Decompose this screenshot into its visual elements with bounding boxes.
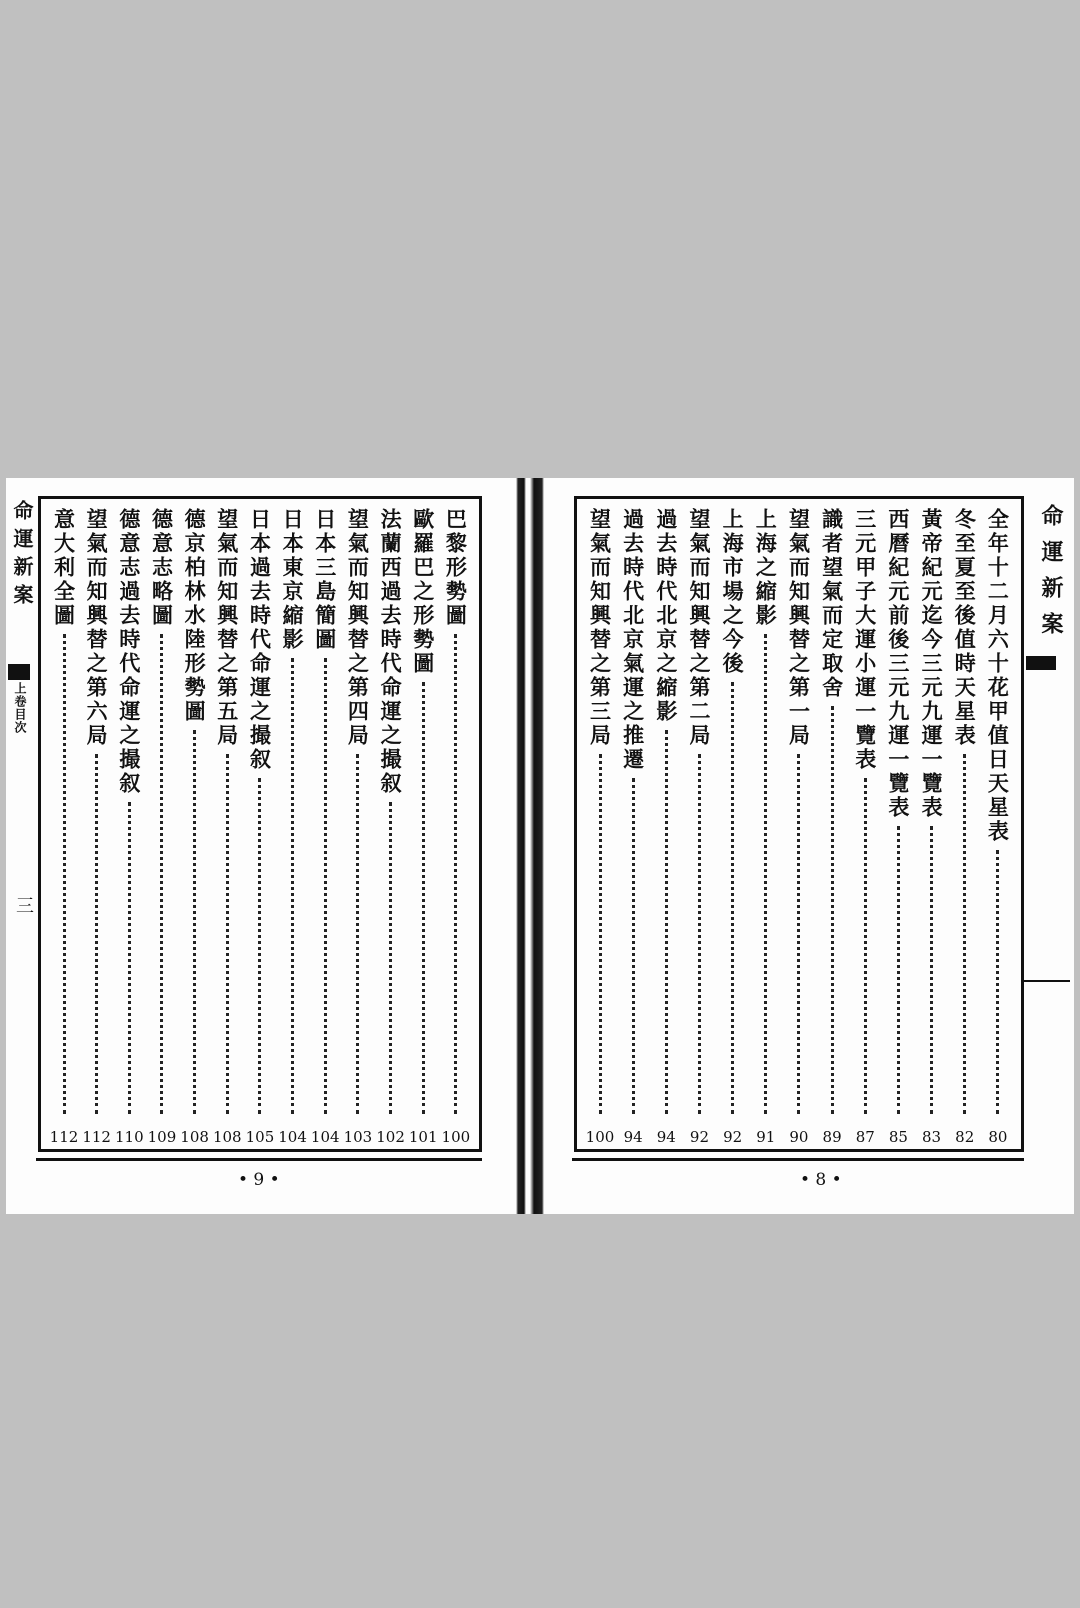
toc-entry[interactable]	[309, 508, 341, 1148]
dot-leader	[160, 634, 163, 1114]
page-number: • 9 •	[238, 1170, 280, 1190]
dot-leader	[291, 658, 294, 1114]
toc-entry-page: 105	[245, 1128, 275, 1146]
toc-entry-title: 日本東京縮影	[280, 508, 306, 652]
dot-leader	[665, 730, 668, 1114]
toc-entry-title: 巴黎形勢圖	[443, 508, 469, 628]
toc-entry[interactable]	[949, 508, 981, 1148]
page-number: • 8 •	[800, 1170, 842, 1190]
toc-entry-title: 望氣而知興替之第六局	[84, 508, 110, 748]
toc-entry-page: 112	[82, 1128, 111, 1146]
dot-leader	[599, 754, 602, 1114]
toc-entry-title: 過去時代北京之縮影	[653, 508, 679, 724]
toc-entry-title: 日本三島簡圖	[312, 508, 338, 652]
toc-entry[interactable]	[211, 508, 243, 1148]
toc-entry[interactable]	[584, 508, 616, 1148]
dot-leader	[963, 754, 966, 1114]
toc-entry-title: 西曆紀元前後三元九運一覽表	[885, 508, 911, 820]
toc-entry[interactable]	[750, 508, 782, 1148]
dot-leader	[226, 754, 229, 1114]
toc-entry-title: 德意志過去時代命運之撮叙	[116, 508, 142, 796]
book-gutter	[510, 478, 546, 1214]
dot-leader	[632, 778, 635, 1114]
toc-entry-page: 89	[822, 1128, 842, 1146]
toc-entry-page: 92	[689, 1128, 710, 1146]
toc-entry-page: 104	[278, 1128, 307, 1146]
toc-entry[interactable]	[48, 508, 80, 1148]
toc-entry[interactable]	[916, 508, 948, 1148]
dot-leader	[422, 682, 425, 1114]
toc-entry-title: 過去時代北京氣運之推遷	[620, 508, 646, 772]
toc-entry[interactable]	[113, 508, 145, 1148]
left-toc-columns	[40, 498, 480, 1150]
toc-entry[interactable]	[342, 508, 374, 1148]
dot-leader	[864, 778, 867, 1114]
dot-leader	[764, 634, 767, 1114]
toc-entry[interactable]	[146, 508, 178, 1148]
toc-entry-title: 望氣而知興替之第四局	[345, 508, 371, 748]
toc-entry-page: 87	[855, 1128, 875, 1146]
toc-entry-page: 82	[955, 1128, 975, 1146]
toc-entry-title: 望氣而知興替之第五局	[214, 508, 240, 748]
toc-entry-title: 德意志略圖	[149, 508, 175, 628]
running-title: 命運新案	[10, 500, 34, 612]
toc-entry-page: 80	[988, 1128, 1008, 1146]
toc-entry-page: 83	[922, 1128, 942, 1146]
dot-leader	[698, 754, 701, 1114]
toc-entry-title: 黃帝紀元迄今三元九運一覽表	[919, 508, 945, 820]
toc-entry-title: 意大利全圖	[51, 508, 77, 628]
dot-leader	[95, 754, 98, 1114]
toc-entry-page: 91	[756, 1128, 776, 1146]
toc-entry-page: 101	[408, 1128, 438, 1146]
right-toc-frame	[574, 496, 1024, 1152]
left-page	[6, 478, 512, 1214]
toc-entry-page: 102	[376, 1128, 405, 1146]
toc-entry-page: 94	[623, 1128, 643, 1146]
dot-leader	[389, 802, 392, 1114]
left-toc-frame	[38, 496, 482, 1152]
bottom-rule	[572, 1158, 1024, 1161]
toc-entry[interactable]	[244, 508, 276, 1148]
toc-entry-title: 識者望氣而定取舍	[819, 508, 845, 700]
dot-leader	[996, 850, 999, 1114]
toc-entry[interactable]	[179, 508, 211, 1148]
dot-leader	[731, 682, 734, 1114]
toc-entry-title: 法蘭西過去時代命運之撮叙	[378, 508, 404, 796]
toc-entry-page: 92	[723, 1128, 743, 1146]
toc-entry[interactable]	[650, 508, 682, 1148]
toc-entry[interactable]	[882, 508, 914, 1148]
toc-entry-page: 108	[180, 1128, 209, 1146]
dot-leader	[356, 754, 359, 1114]
dot-leader	[930, 826, 933, 1114]
toc-entry[interactable]	[407, 508, 439, 1148]
toc-entry[interactable]	[617, 508, 649, 1148]
toc-entry-page: 85	[888, 1128, 908, 1146]
right-margin-band	[1026, 496, 1072, 1148]
toc-entry-title: 望氣而知興替之第一局	[786, 508, 812, 748]
left-margin-band	[8, 496, 34, 1148]
toc-entry-title: 上海之縮影	[753, 508, 779, 628]
toc-entry-title: 望氣而知興替之第二局	[686, 508, 712, 748]
toc-entry-page: 100	[441, 1128, 471, 1146]
toc-entry-page: 94	[656, 1128, 676, 1146]
toc-entry[interactable]	[849, 508, 881, 1148]
toc-entry-page: 104	[310, 1128, 340, 1146]
bottom-rule	[36, 1158, 482, 1161]
sheet-number: 三	[13, 896, 34, 914]
running-title: 命運新案	[1038, 504, 1064, 648]
dot-leader	[258, 778, 261, 1114]
section-label: 上卷目次	[13, 682, 27, 734]
dot-leader	[128, 802, 131, 1114]
toc-entry-page: 108	[212, 1128, 242, 1146]
dot-leader	[831, 706, 834, 1114]
dot-leader	[897, 826, 900, 1114]
margin-tick	[1022, 980, 1070, 982]
toc-entry-title: 全年十二月六十花甲值日天星表	[985, 508, 1011, 844]
toc-entry[interactable]	[783, 508, 815, 1148]
toc-entry[interactable]	[982, 508, 1014, 1148]
book-spread	[6, 478, 1074, 1214]
margin-block	[8, 664, 30, 680]
toc-entry[interactable]	[717, 508, 749, 1148]
dot-leader	[797, 754, 800, 1114]
toc-entry-title: 三元甲子大運小運一覽表	[852, 508, 878, 772]
toc-entry-title: 德京柏林水陸形勢圖	[182, 508, 208, 724]
toc-entry[interactable]	[440, 508, 472, 1148]
toc-entry[interactable]	[81, 508, 113, 1148]
toc-entry-title: 歐羅巴之形勢圖	[410, 508, 436, 676]
toc-entry-page: 90	[789, 1128, 809, 1146]
toc-entry-title: 冬至夏至後值時天星表	[952, 508, 978, 748]
dot-leader	[63, 634, 66, 1114]
toc-entry[interactable]	[816, 508, 848, 1148]
toc-entry-page: 100	[585, 1128, 615, 1146]
toc-entry-title: 上海市場之今後	[720, 508, 746, 676]
toc-entry-page: 103	[343, 1128, 373, 1146]
margin-block	[1026, 656, 1056, 670]
toc-entry-page: 109	[147, 1128, 177, 1146]
toc-entry-title: 望氣而知興替之第三局	[587, 508, 613, 748]
toc-entry[interactable]	[375, 508, 407, 1148]
toc-entry-page: 112	[49, 1128, 79, 1146]
toc-entry[interactable]	[683, 508, 715, 1148]
toc-entry[interactable]	[277, 508, 309, 1148]
dot-leader	[324, 658, 327, 1114]
dot-leader	[454, 634, 457, 1114]
toc-entry-title: 日本過去時代命運之撮叙	[247, 508, 273, 772]
right-toc-columns	[576, 498, 1022, 1150]
toc-entry-page: 110	[114, 1128, 144, 1146]
dot-leader	[193, 730, 196, 1114]
right-page	[542, 478, 1074, 1214]
